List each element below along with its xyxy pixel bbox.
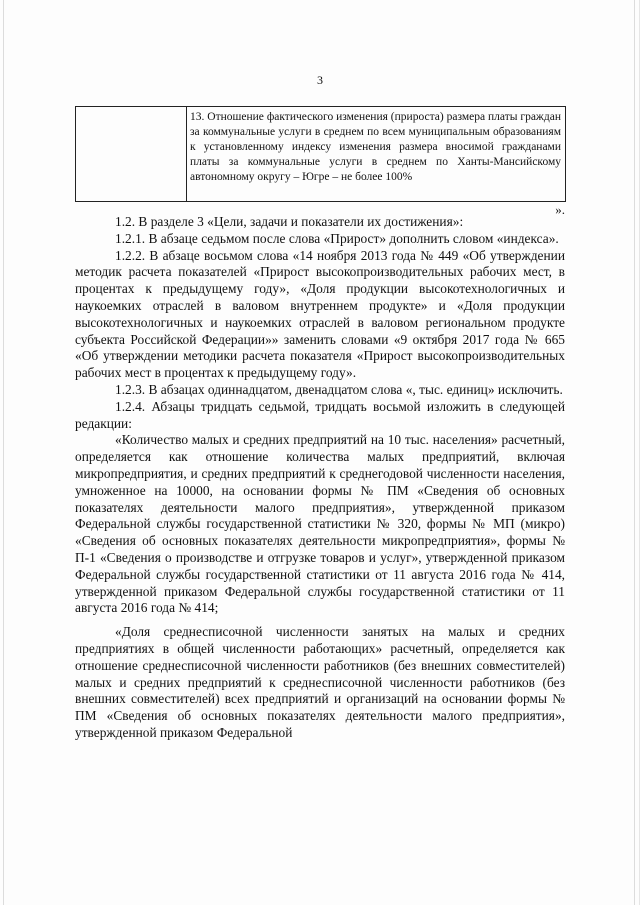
paragraph-employment-share: «Доля среднесписочной численности занятых на малых и средних предприятиях в общей численности работающих» расчетный, определяется как отношение среднесписочной численности работников (без внешних совместителей) малых и средних предприятий к среднесписочной численности работников (без внешних совместителей) всех предприятий и организаций на основании формы № ПМ «Сведения об основных показателях деятельности малого предприятия», утвержденной приказом Федеральной <box>75 624 565 740</box>
quoted-table <box>75 106 566 202</box>
paragraph-small-medium-enterprises-count: «Количество малых и средних предприятий на 10 тыс. населения» расчетный, определяется как отношение количества малых предприятий, включая микропредприятия, и средних предприятий к среднегодовой численности населения, умноженное на 10000, на основании формы № ПМ «Сведения об основных показателях деятельности малого предприятия», утвержденной приказом Федеральной службы государственной статистики № 320, формы № МП (микро) «Сведения об основных показателях деятельности микропредприятия», формы № П-1 «Сведения о производстве и отгрузке товаров и услуг», утвержденной приказом Федеральной службы государственной статистики от 11 августа 2016 года № 414, утвержденной приказом Федеральной службы государственной статистики от 11 августа 2016 года № 414; <box>75 432 565 616</box>
scan-edge-left <box>3 0 4 905</box>
paragraph-1-2-2: 1.2.2. В абзаце восьмом слова «14 ноября 2013 года № 449 «Об утверждении методик расчета показателей «Прирост высокопроизводительных рабочих мест, в процентах к предыдущему году», «Доля продукции высокотехнологичных и наукоемких отраслей в валовом внутреннем продукте» и «Доля продукции высокотехнологичных и наукоемких отраслей в валовом региональном продукте субъекта Российской Федерации»» заменить словами «9 октября 2017 года № 665 «Об утверждении методики расчета показателя «Прирост высокопроизводительных рабочих мест в процентах к предыдущему году». <box>75 247 565 381</box>
paragraph-1-2-4: 1.2.4. Абзацы тридцать седьмой, тридцать восьмой изложить в следующей редакции: <box>75 398 565 431</box>
page-number: 3 <box>317 73 323 87</box>
table-cell-indicator-13: 13. Отношение фактического изменения (прироста) размера платы граждан за коммунальные услуги в среднем по всем муниципальным образованиям к установленному индексу изменения размера вносимой гражданами платы за коммунальные услуги в среднем по Ханты-Мансийскому автономному округу – Югре – не более 100% <box>190 111 561 183</box>
document-body <box>75 214 565 742</box>
paragraph-1-2: 1.2. В разделе 3 «Цели, задачи и показатели их достижения»: <box>115 214 464 229</box>
scan-edge-right <box>634 0 635 905</box>
paragraph-1-2-3: 1.2.3. В абзацах одиннадцатом, двенадцатом слова «, тыс. единиц» исключить. <box>115 381 563 397</box>
table-column-divider <box>186 107 187 201</box>
closing-quote: ». <box>555 202 565 217</box>
paragraph-1-2-1: 1.2.1. В абзаце седьмом после слова «Прирост» дополнить словом «индекса». <box>115 230 559 246</box>
